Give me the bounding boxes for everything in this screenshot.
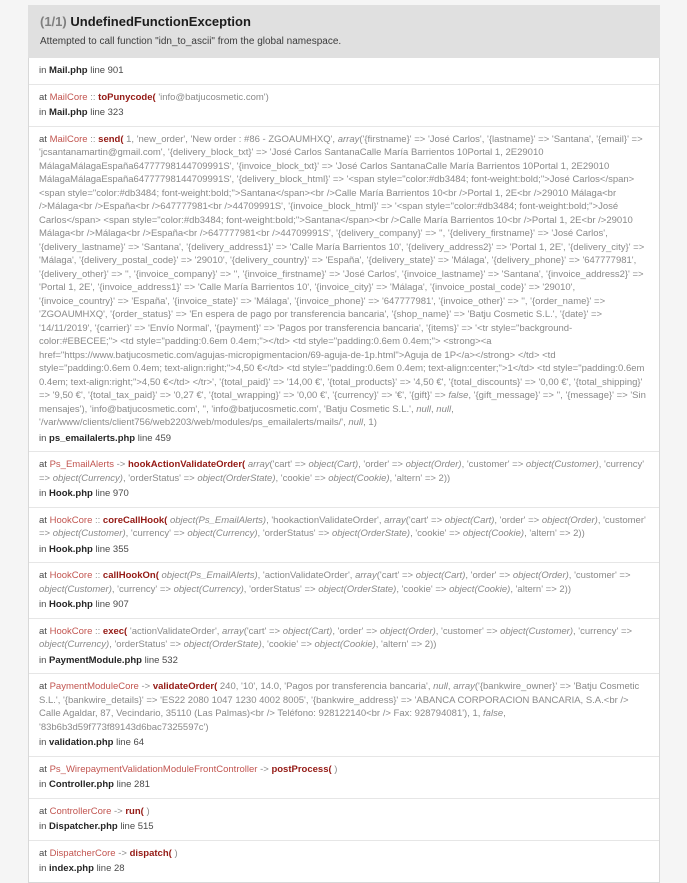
at-keyword: at (39, 763, 47, 775)
in-keyword: in (39, 737, 47, 748)
in-keyword: in (39, 107, 47, 118)
trace-file: Hook.php (49, 488, 93, 499)
trace-line: line 515 (120, 821, 154, 832)
trace-class: ControllerCore (49, 805, 112, 817)
trace-file: ps_emailalerts.php (49, 432, 136, 444)
trace-args: ) (143, 805, 150, 817)
trace-operator: -> (257, 763, 272, 775)
trace-file: Hook.php (49, 599, 93, 610)
at-keyword: at (39, 459, 47, 470)
trace-method: hookActionValidateOrder( (128, 459, 246, 470)
at-keyword: at (39, 681, 47, 692)
trace-class: HookCore (49, 514, 93, 526)
trace-location-line (39, 598, 649, 612)
trace-class: DispatcherCore (49, 847, 116, 859)
trace-location-line (39, 64, 649, 78)
in-keyword: in (39, 863, 47, 874)
trace-call-line (39, 680, 649, 734)
stack-trace-list (28, 58, 660, 883)
trace-call-line (39, 514, 649, 541)
trace-line: line 64 (116, 737, 145, 748)
exception-name: UndefinedFunctionException (70, 14, 251, 29)
trace-args: object(Ps_EmailAlerts), 'hookactionValidateOrder', array('cart' => object(Cart), 'order' => object(Order), 'customer' => object(Customer), 'currency' => object(Currency), 'orderStatus' => object(OrderState), 'cookie' => object(Cookie), 'altern' => 2)) (39, 514, 646, 539)
trace-operator: :: (92, 570, 103, 581)
trace-call-line (39, 458, 649, 485)
exception-summary (28, 5, 660, 58)
trace-file: Dispatcher.php (49, 821, 118, 832)
trace-entry (29, 58, 659, 85)
trace-operator: -> (111, 805, 126, 817)
trace-class: PaymentModuleCore (49, 681, 139, 692)
trace-call-line (39, 847, 649, 861)
trace-class: Ps_WirepaymentValidationModuleFrontController (49, 763, 258, 775)
trace-location-line (39, 862, 649, 876)
trace-operator: -> (138, 681, 153, 692)
trace-args: 'info@batjucosmetic.com') (155, 91, 269, 103)
trace-line: line 28 (96, 863, 125, 874)
at-keyword: at (39, 805, 47, 817)
trace-operator: :: (87, 133, 99, 145)
trace-entry (29, 85, 659, 127)
trace-method: callHookOn( (102, 570, 159, 581)
trace-method: validateOrder( (152, 681, 218, 692)
error-page (0, 5, 687, 874)
trace-args: ) (331, 763, 338, 775)
trace-file: index.php (49, 863, 94, 874)
exception-report (28, 5, 660, 883)
trace-operator: :: (87, 91, 99, 103)
in-keyword: in (39, 488, 47, 499)
trace-method: exec( (102, 625, 128, 637)
trace-operator: :: (92, 625, 103, 637)
trace-line: line 355 (95, 543, 129, 555)
trace-args: 240, '10', 14.0, 'Pagos por transferencia bancaria', null, array('{bankwire_owner}' => 'Batju Cosmetic S.L.', '{bankwire_details}' => 'ES22 2080 1047 1230 4002 8005', '{bankwire_address}' => 'ABANCA CORPORACION BANCARIA, S.A.<br /> Calle Agaldar, 87, Vecindario, 35110 (Las Palmas)<br /> Teléfono: 928122140<br /> Fax: 928794081'), 1, false, '83b6b3d59f773f89143d6bac7325597c') (39, 681, 640, 733)
trace-class: HookCore (49, 625, 93, 637)
trace-file: Controller.php (49, 779, 114, 790)
in-keyword: in (39, 821, 47, 832)
trace-file: Hook.php (49, 543, 93, 555)
trace-class: MailCore (49, 133, 88, 145)
in-keyword: in (39, 654, 47, 666)
trace-method: send( (98, 133, 124, 145)
trace-args: 1, 'new_order', 'New order : #86 - ZGOAUMHXQ', array('{firstname}' => 'José Carlos', '{lastname}' => 'Santana', '{email}' => 'jcsantanamartin@gmail.com', '{delivery_block_txt}' => 'José Carlos SantanaCalle María Barrientos 10Portal 1, 2E29010 MálagaMálagaEspaña64777798144709991S', '{invoice_block_txt}' => 'José Carlos SantanaCalle María Barrientos 10Portal 1, 2E29010 MálagaMálagaEspaña64777798144709991S', '{delivery_block_html}' => '<span style="color:#db3484; font-weight:bold;">José Carlos</span> <span style="color:#db3484; font-weight:bold;">Santana</span><br />Calle María Barrientos 10<br />Portal 1, 2E<br />29010 Málaga<br />Málaga<br />España<br />647777981<br />44709991S', '{invoice_block_html}' => '<span style="color:#db3484; font-weight:bold;">José Carlos</span> <span style="color:#db3484; font-weight:bold;">Santana</span><br />Calle María Barrientos 10<br />Portal 1, 2E<br />29010 Málaga<br />Málaga<br />España<br />647777981<br />44709991S', '{delivery_company}' => '', '{delivery_firstname}' => 'José Carlos', '{delivery_lastname}' => 'Santana', '{delivery_address1}' => 'Calle María Barrientos 10', '{delivery_address2}' => 'Portal 1, 2E', '{delivery_city}' => 'Málaga', '{delivery_postal_code}' => '29010', '{delivery_country}' => 'España', '{delivery_state}' => 'Málaga', '{delivery_phone}' => '647777981', '{delivery_other}' => '', '{invoice_company}' => '', '{invoice_firstname}' => 'José Carlos', '{invoice_lastname}' => 'Santana', '{invoice_address2}' => 'Portal 1, 2E', '{invoice_address1}' => 'Calle María Barrientos 10', '{invoice_city}' => 'Málaga', '{invoice_postal_code}' => '29010', '{invoice_country}' => 'España', '{invoice_state}' => 'Málaga', '{invoice_phone}' => '647777981', '{invoice_other}' => '', '{order_name}' => 'ZGOAUMHXQ', '{order_status}' => 'En espera de pago por transferencia bancaria', '{shop_name}' => 'Batju Cosmetic S.L.', '{date}' => '14/11/2019', '{carrier}' => 'Envío Normal', '{payment}' => 'Pagos por transferencia bancaria', '{items}' => '<tr style="background-color:#EBECEE;"> <td style="padding:0.6em 0.4em;"></td> <td style="padding:0.6em 0.4em;"> <strong><a href="https://www.batjucosmetic.com/agujas-micropigmentacion/69-aguja-de-1p.html">Aguja de 1P</a></strong> </td> <td style="padding:0.6em 0.4em; text-align:right;">4,50 €</td> <td style="padding:0.6em 0.4em; text-align:center;">1</td> <td style="padding:0.6em 0.4em; text-align:right;">4,50 €</td> </tr>', '{total_paid}' => '14,00 €', '{total_products}' => '4,50 €', '{total_discounts}' => '0,00 €', '{total_shipping}' => '9,50 €', '{total_tax_paid}' => '0,27 €', '{total_wrapping}' => '0,00 €', '{currency}' => '€', '{gift}' => false, '{gift_message}' => '', '{message}' => 'Sin mensajes'), 'info@batjucosmetic.com', '', 'info@batjucosmetic.com', 'Batju Cosmetic S.L.', null, null, '/var/www/clients/client756/web2203/web/modules/ps_emailalerts/mails/', null, 1) (39, 133, 646, 428)
trace-entry (29, 508, 659, 564)
at-keyword: at (39, 133, 47, 145)
in-keyword: in (39, 432, 47, 444)
trace-call-line (39, 569, 649, 596)
at-keyword: at (39, 625, 47, 637)
trace-file: Mail.php (49, 65, 88, 76)
in-keyword: in (39, 543, 47, 555)
trace-entry (29, 563, 659, 619)
at-keyword: at (39, 91, 47, 103)
trace-location-line (39, 106, 649, 120)
trace-entry (29, 799, 659, 841)
trace-method: coreCallHook( (102, 514, 168, 526)
trace-class: HookCore (49, 570, 93, 581)
at-keyword: at (39, 847, 47, 859)
in-keyword: in (39, 65, 47, 76)
trace-method: postProcess( (271, 763, 332, 775)
trace-file: PaymentModule.php (49, 654, 142, 666)
trace-location-line (39, 487, 649, 501)
exception-counter: (1/1) (40, 14, 67, 29)
trace-class: Ps_EmailAlerts (49, 459, 114, 470)
exception-message: Attempted to call function "idn_to_ascii" from the global namespace. (40, 36, 342, 47)
trace-args: ) (171, 847, 178, 859)
trace-call-line (39, 133, 649, 430)
trace-method: toPunycode( (98, 91, 156, 103)
trace-entry (29, 452, 659, 508)
trace-call-line (39, 625, 649, 652)
trace-location-line (39, 820, 649, 834)
trace-call-line (39, 763, 649, 777)
trace-file: Mail.php (49, 107, 88, 118)
trace-line: line 970 (95, 488, 129, 499)
trace-entry (29, 757, 659, 799)
trace-location-line (39, 778, 649, 792)
trace-args: array('cart' => object(Cart), 'order' => object(Order), 'customer' => object(Customer), 'currency' => object(Currency), 'orderStatus' => object(OrderState), 'cookie' => object(Cookie), 'altern' => 2)) (39, 459, 645, 484)
trace-line: line 532 (144, 654, 178, 666)
trace-call-line (39, 805, 649, 819)
at-keyword: at (39, 570, 47, 581)
in-keyword: in (39, 599, 47, 610)
trace-line: line 901 (90, 65, 124, 76)
trace-method: dispatch( (129, 847, 172, 859)
trace-line: line 281 (116, 779, 150, 790)
trace-class: MailCore (49, 91, 88, 103)
trace-line: line 459 (137, 432, 172, 444)
exception-title-line (40, 14, 648, 29)
trace-args: object(Ps_EmailAlerts), 'actionValidateOrder', array('cart' => object(Cart), 'order' => object(Order), 'customer' => object(Customer), 'currency' => object(Currency), 'orderStatus' => object(OrderState), 'cookie' => object(Cookie), 'altern' => 2)) (39, 570, 631, 595)
trace-location-line (39, 432, 649, 446)
trace-call-line (39, 91, 649, 105)
trace-operator: :: (92, 514, 103, 526)
trace-operator: -> (115, 847, 130, 859)
trace-location-line (39, 736, 649, 750)
trace-entry (29, 619, 659, 675)
trace-line: line 907 (95, 599, 129, 610)
trace-location-line (39, 543, 649, 557)
at-keyword: at (39, 514, 47, 526)
trace-entry (29, 127, 659, 453)
trace-args: 'actionValidateOrder', array('cart' => object(Cart), 'order' => object(Order), 'customer' => object(Customer), 'currency' => object(Currency), 'orderStatus' => object(OrderState), 'cookie' => object(Cookie), 'altern' => 2)) (39, 625, 633, 650)
trace-operator: -> (114, 459, 128, 470)
trace-file: validation.php (49, 737, 114, 748)
trace-method: run( (125, 805, 144, 817)
trace-entry (29, 841, 659, 882)
trace-line: line 323 (90, 107, 124, 118)
trace-location-line (39, 654, 649, 668)
in-keyword: in (39, 779, 47, 790)
trace-entry (29, 674, 659, 757)
